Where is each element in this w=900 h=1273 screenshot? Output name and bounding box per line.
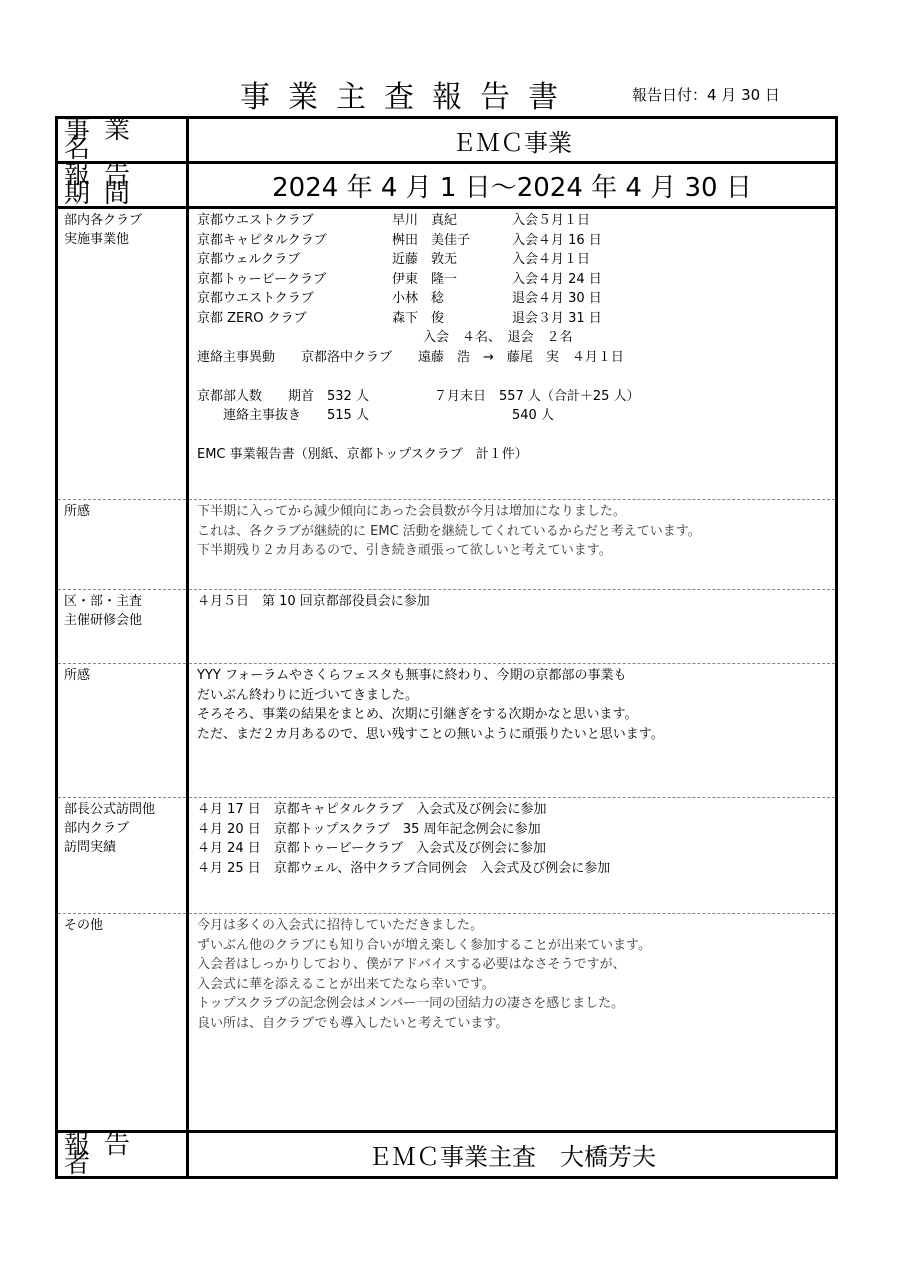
member-name: 桝田 美佳子: [392, 232, 471, 248]
member-club: 京都 ZERO クラブ: [197, 310, 307, 326]
member-name: 近藤 敦无: [392, 252, 458, 267]
member-club: 京都キャピタルクラブ: [197, 232, 327, 248]
member-row: [197, 231, 827, 251]
member-club: 京都ウエストクラブ: [197, 213, 314, 228]
club-events-section: [57, 208, 837, 500]
report-attachment-note: EMC 事業報告書（別紙、京都トップスクラブ 計１件）: [197, 447, 528, 462]
member-name: 早川 真紀: [392, 213, 458, 228]
member-status: 退会４月 30 日: [512, 291, 602, 306]
member-row: [197, 211, 827, 231]
member-row: [197, 250, 827, 270]
project-label: 事業名: [57, 118, 188, 163]
other-body: 今月は多くの入会式に招待していただきました。 ずいぶん他のクラブにも知り合いが増え楽しく参加することが出来ています。 入会者はしっかりしており、僕がアドバイスする必要はなさそうですが、 入会式に華を添えることが出来てたなら幸いです。 トップスクラブの記念例会はメンバー一同の団結力の凄さを感じました。 良い所は、自クラブでも導入したいと考えています。: [188, 914, 837, 1132]
club-events-label: 部内各クラブ 実施事業他: [57, 208, 188, 500]
member-count-excl-line: 連絡主事抜き 515 人 540 人: [197, 408, 554, 423]
impression2-section: [57, 664, 837, 798]
project-row: [57, 118, 837, 163]
member-name: 小林 稔: [392, 291, 445, 306]
visits-section: [57, 798, 837, 914]
other-section: [57, 914, 837, 1132]
member-status: 退会３月 31 日: [512, 310, 602, 326]
report-table: [55, 116, 838, 1179]
member-status: 入会４月 24 日: [512, 271, 602, 287]
reporter-label: 報告者: [57, 1132, 188, 1178]
impression2-label: 所感: [57, 664, 188, 798]
club-events-body: [188, 208, 837, 500]
period-label: 報告期間: [57, 163, 188, 208]
district-body: ４月５日 第 10 回京都部役員会に参加: [188, 590, 837, 664]
impression2-body: YYY フォーラムやさくらフェスタも無事に終わり、今期の京都部の事業も だいぶん終わりに近づいてきました。 そろそろ、事業の結果をまとめ、次期に引継ぎをする次期かなと思います。 ただ、まだ２カ月あるので、思い残すことの無いように頑張りたいと思います。: [188, 664, 837, 798]
period-row: [57, 163, 837, 208]
member-count-line: 京都部人数 期首 532 人 ７月末日 557 人（合計＋25 人）: [197, 388, 640, 404]
impression1-body: 下半期に入ってから減少傾向にあった会員数が今月は増加になりました。 これは、各クラブが継続的に EMC 活動を継続してくれているからだと考えています。 下半期残り２カ月あるので、引き続き頑張って欲しいと考えています。: [188, 500, 837, 590]
member-row: [197, 289, 827, 309]
member-status: 入会４月 16 日: [512, 232, 602, 248]
member-summary: 入会 ４名、 退会 ２名: [423, 330, 573, 345]
member-row: [197, 309, 827, 329]
impression1-label: 所感: [57, 500, 188, 590]
member-list: [197, 211, 827, 328]
member-club: 京都ウエストクラブ: [197, 291, 314, 306]
other-label: その他: [57, 914, 188, 1132]
document-title: 事業主査報告書: [240, 80, 576, 115]
visits-body: ４月 17 日 京都キャピタルクラブ 入会式及び例会に参加 ４月 20 日 京都トップスクラブ 35 周年記念例会に参加 ４月 24 日 京都トゥービークラブ 入会式及び例会に参加 ４月 25 日 京都ウェル、洛中クラブ合同例会 入会式及び例会に参加: [188, 798, 837, 914]
member-status: 入会４月１日: [512, 252, 591, 267]
visits-label: 部長公式訪問他 部内クラブ 訪問実績: [57, 798, 188, 914]
member-club: 京都トゥービークラブ: [197, 271, 327, 287]
member-name: 森下 俊: [392, 310, 445, 326]
member-status: 入会５月１日: [512, 213, 591, 228]
impression1-section: [57, 500, 837, 590]
member-club: 京都ウェルクラブ: [197, 252, 301, 267]
reporter-row: [57, 1132, 837, 1178]
reporter-value: ＥＭＣ事業主査 大橋芳夫: [188, 1132, 837, 1178]
member-name: 伊東 隆一: [392, 271, 458, 287]
period-value: 2024 年 4 月 1 日～2024 年 4 月 30 日: [188, 163, 837, 208]
member-row: [197, 270, 827, 290]
report-date: 報告日付：4 月 30 日: [632, 86, 780, 104]
transfer-line: 連絡主事異動 京都洛中クラブ 遠藤 浩 → 藤尾 実 ４月１日: [197, 349, 624, 365]
district-label: 区・部・主査 主催研修会他: [57, 590, 188, 664]
district-section: [57, 590, 837, 664]
project-value: ＥＭＣ事業: [188, 118, 837, 163]
